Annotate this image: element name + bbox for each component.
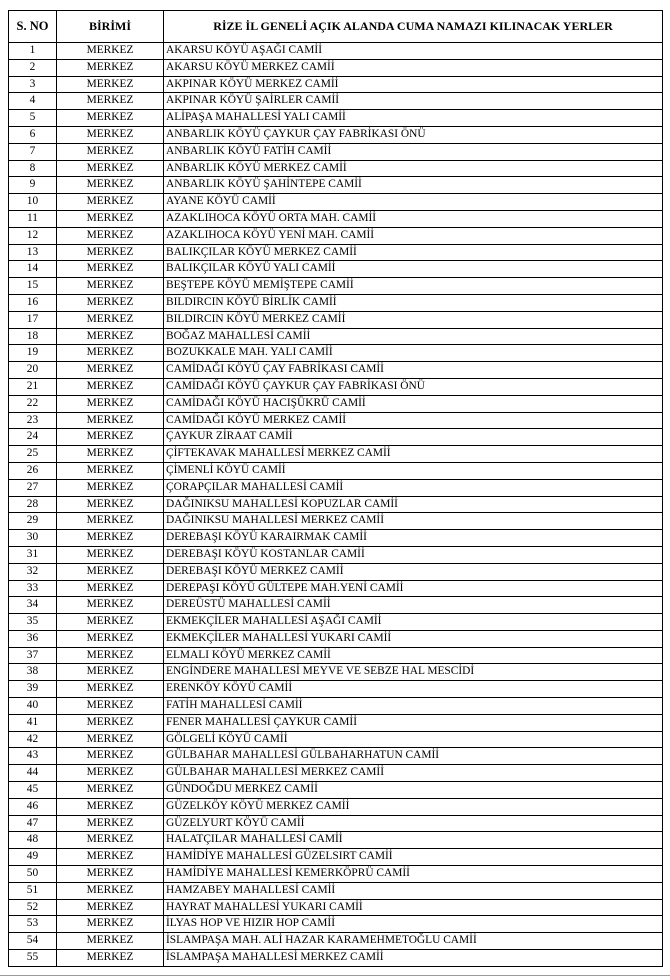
row-unit: MERKEZ — [57, 227, 164, 244]
row-unit: MERKEZ — [57, 933, 164, 950]
row-unit: MERKEZ — [57, 294, 164, 311]
row-unit: MERKEZ — [57, 765, 164, 782]
row-unit: MERKEZ — [57, 110, 164, 127]
row-location: HAMİDİYE MAHALLESİ GÜZELSIRT CAMİİ — [164, 849, 663, 866]
table-row — [9, 479, 663, 496]
row-serial-number: 8 — [9, 160, 57, 177]
row-location: GÜZELKÖY KÖYÜ MERKEZ CAMİİ — [164, 798, 663, 815]
row-serial-number: 45 — [9, 782, 57, 799]
table-row — [9, 530, 663, 547]
row-location: BEŞTEPE KÖYÜ MEMİŞTEPE CAMİİ — [164, 278, 663, 295]
row-serial-number: 17 — [9, 311, 57, 328]
table-row — [9, 748, 663, 765]
row-location: ERENKÖY KÖYÜ CAMİİ — [164, 681, 663, 698]
row-location: CAMİDAĞI KÖYÜ ÇAYKUR ÇAY FABRİKASI ÖNÜ — [164, 378, 663, 395]
row-serial-number: 55 — [9, 950, 57, 967]
row-serial-number: 11 — [9, 210, 57, 227]
row-unit: MERKEZ — [57, 698, 164, 715]
row-unit: MERKEZ — [57, 731, 164, 748]
row-serial-number: 42 — [9, 731, 57, 748]
table-row — [9, 580, 663, 597]
table-header — [9, 11, 663, 43]
row-location: EKMEKÇİLER MAHALLESİ YUKARI CAMİİ — [164, 630, 663, 647]
row-serial-number: 43 — [9, 748, 57, 765]
row-unit: MERKEZ — [57, 849, 164, 866]
row-location: BILDIRCIN KÖYÜ BİRLİK CAMİİ — [164, 294, 663, 311]
row-serial-number: 30 — [9, 530, 57, 547]
row-location: ANBARLIK KÖYÜ FATİH CAMİİ — [164, 143, 663, 160]
row-location: ALİPAŞA MAHALLESİ YALI CAMİİ — [164, 110, 663, 127]
table-row — [9, 563, 663, 580]
table-row — [9, 496, 663, 513]
row-serial-number: 19 — [9, 345, 57, 362]
row-location: FENER MAHALLESİ ÇAYKUR CAMİİ — [164, 714, 663, 731]
table-row — [9, 362, 663, 379]
table-row — [9, 546, 663, 563]
row-location: DEREBAŞI KÖYÜ MERKEZ CAMİİ — [164, 563, 663, 580]
row-serial-number: 34 — [9, 597, 57, 614]
row-location: ÇORAPÇILAR MAHALLESİ CAMİİ — [164, 479, 663, 496]
row-serial-number: 49 — [9, 849, 57, 866]
row-unit: MERKEZ — [57, 630, 164, 647]
row-unit: MERKEZ — [57, 597, 164, 614]
row-unit: MERKEZ — [57, 177, 164, 194]
row-unit: MERKEZ — [57, 76, 164, 93]
table-row — [9, 698, 663, 715]
row-location: ÇİFTEKAVAK MAHALLESİ MERKEZ CAMİİ — [164, 446, 663, 463]
row-location: DEREBAŞI KÖYÜ KARAIRMAK CAMİİ — [164, 530, 663, 547]
row-location: HAMZABEY MAHALLESİ CAMİİ — [164, 882, 663, 899]
row-location: GÜLBAHAR MAHALLESİ MERKEZ CAMİİ — [164, 765, 663, 782]
row-location: BOZUKKALE MAH. YALI CAMİİ — [164, 345, 663, 362]
header-unit: BİRİMİ — [57, 11, 164, 43]
row-location: ANBARLIK KÖYÜ MERKEZ CAMİİ — [164, 160, 663, 177]
row-unit: MERKEZ — [57, 446, 164, 463]
table-row — [9, 882, 663, 899]
row-location: EKMEKÇİLER MAHALLESİ AŞAĞI CAMİİ — [164, 614, 663, 631]
table-row — [9, 345, 663, 362]
row-location: ANBARLIK KÖYÜ ÇAYKUR ÇAY FABRİKASI ÖNÜ — [164, 126, 663, 143]
row-location: AZAKLIHOCA KÖYÜ YENİ MAH. CAMİİ — [164, 227, 663, 244]
table-row — [9, 328, 663, 345]
table-row — [9, 244, 663, 261]
header-serial-number: S. NO — [9, 11, 57, 43]
table-row — [9, 899, 663, 916]
table-row — [9, 782, 663, 799]
table-row — [9, 429, 663, 446]
row-location: AKARSU KÖYÜ AŞAĞI CAMİİ — [164, 43, 663, 60]
table-row — [9, 93, 663, 110]
row-serial-number: 31 — [9, 546, 57, 563]
friday-prayer-locations-table — [8, 10, 663, 967]
row-serial-number: 1 — [9, 43, 57, 60]
row-unit: MERKEZ — [57, 278, 164, 295]
row-unit: MERKEZ — [57, 580, 164, 597]
table-row — [9, 647, 663, 664]
table-row — [9, 160, 663, 177]
row-serial-number: 12 — [9, 227, 57, 244]
row-serial-number: 18 — [9, 328, 57, 345]
row-location: CAMİDAĞI KÖYÜ HACIŞÜKRÜ CAMİİ — [164, 395, 663, 412]
row-location: HALATÇILAR MAHALLESİ CAMİİ — [164, 832, 663, 849]
row-unit: MERKEZ — [57, 311, 164, 328]
table-row — [9, 614, 663, 631]
table-row — [9, 866, 663, 883]
row-location: BOĞAZ MAHALLESİ CAMİİ — [164, 328, 663, 345]
row-location: AZAKLIHOCA KÖYÜ ORTA MAH. CAMİİ — [164, 210, 663, 227]
table-row — [9, 43, 663, 60]
row-serial-number: 29 — [9, 513, 57, 530]
row-unit: MERKEZ — [57, 395, 164, 412]
row-location: HAMİDİYE MAHALLESİ KEMERKÖPRÜ CAMİİ — [164, 866, 663, 883]
table-row — [9, 126, 663, 143]
table-row — [9, 278, 663, 295]
row-location: HAYRAT MAHALLESİ YUKARI CAMİİ — [164, 899, 663, 916]
row-serial-number: 3 — [9, 76, 57, 93]
row-unit: MERKEZ — [57, 714, 164, 731]
table-row — [9, 513, 663, 530]
header-row — [9, 11, 663, 43]
table-row — [9, 950, 663, 967]
row-serial-number: 23 — [9, 412, 57, 429]
row-serial-number: 16 — [9, 294, 57, 311]
table-row — [9, 76, 663, 93]
document-page — [8, 10, 662, 967]
row-unit: MERKEZ — [57, 748, 164, 765]
table-row — [9, 110, 663, 127]
row-unit: MERKEZ — [57, 530, 164, 547]
row-serial-number: 48 — [9, 832, 57, 849]
row-unit: MERKEZ — [57, 126, 164, 143]
table-row — [9, 378, 663, 395]
table-row — [9, 294, 663, 311]
row-unit: MERKEZ — [57, 412, 164, 429]
table-row — [9, 143, 663, 160]
table-row — [9, 630, 663, 647]
table-row — [9, 849, 663, 866]
table-row — [9, 731, 663, 748]
row-unit: MERKEZ — [57, 681, 164, 698]
row-unit: MERKEZ — [57, 143, 164, 160]
row-serial-number: 9 — [9, 177, 57, 194]
table-row — [9, 798, 663, 815]
row-serial-number: 15 — [9, 278, 57, 295]
row-serial-number: 20 — [9, 362, 57, 379]
row-location: GÖLGELİ KÖYÜ CAMİİ — [164, 731, 663, 748]
table-row — [9, 227, 663, 244]
row-unit: MERKEZ — [57, 93, 164, 110]
table-row — [9, 597, 663, 614]
row-unit: MERKEZ — [57, 244, 164, 261]
row-unit: MERKEZ — [57, 832, 164, 849]
row-unit: MERKEZ — [57, 378, 164, 395]
row-serial-number: 10 — [9, 194, 57, 211]
row-location: BILDIRCIN KÖYÜ MERKEZ CAMİİ — [164, 311, 663, 328]
row-unit: MERKEZ — [57, 59, 164, 76]
row-location: DAĞINIKSU MAHALLESİ KOPUZLAR CAMİİ — [164, 496, 663, 513]
row-unit: MERKEZ — [57, 160, 164, 177]
row-unit: MERKEZ — [57, 462, 164, 479]
table-row — [9, 59, 663, 76]
row-serial-number: 21 — [9, 378, 57, 395]
row-location: İLYAS HOP VE HIZIR HOP CAMİİ — [164, 916, 663, 933]
row-serial-number: 41 — [9, 714, 57, 731]
row-serial-number: 33 — [9, 580, 57, 597]
row-serial-number: 32 — [9, 563, 57, 580]
row-serial-number: 7 — [9, 143, 57, 160]
table-row — [9, 714, 663, 731]
row-serial-number: 14 — [9, 261, 57, 278]
row-serial-number: 38 — [9, 664, 57, 681]
row-unit: MERKEZ — [57, 866, 164, 883]
row-serial-number: 47 — [9, 815, 57, 832]
row-unit: MERKEZ — [57, 798, 164, 815]
row-location: CAMİDAĞI KÖYÜ ÇAY FABRİKASI CAMİİ — [164, 362, 663, 379]
row-location: DEREÜSTÜ MAHALLESİ CAMİİ — [164, 597, 663, 614]
table-row — [9, 916, 663, 933]
row-serial-number: 6 — [9, 126, 57, 143]
row-serial-number: 2 — [9, 59, 57, 76]
row-unit: MERKEZ — [57, 328, 164, 345]
row-unit: MERKEZ — [57, 513, 164, 530]
row-location: GÜNDOĞDU MERKEZ CAMİİ — [164, 782, 663, 799]
table-row — [9, 765, 663, 782]
row-unit: MERKEZ — [57, 345, 164, 362]
row-unit: MERKEZ — [57, 194, 164, 211]
row-unit: MERKEZ — [57, 815, 164, 832]
row-unit: MERKEZ — [57, 563, 164, 580]
table-body — [9, 43, 663, 967]
row-serial-number: 35 — [9, 614, 57, 631]
row-unit: MERKEZ — [57, 261, 164, 278]
table-row — [9, 261, 663, 278]
row-unit: MERKEZ — [57, 496, 164, 513]
row-serial-number: 40 — [9, 698, 57, 715]
header-location: RİZE İL GENELİ AÇIK ALANDA CUMA NAMAZI KILINACAK YERLER — [164, 11, 663, 43]
row-location: ANBARLIK KÖYÜ ŞAHİNTEPE CAMİİ — [164, 177, 663, 194]
row-unit: MERKEZ — [57, 429, 164, 446]
table-row — [9, 462, 663, 479]
row-serial-number: 37 — [9, 647, 57, 664]
row-unit: MERKEZ — [57, 899, 164, 916]
row-location: GÜLBAHAR MAHALLESİ GÜLBAHARHATUN CAMİİ — [164, 748, 663, 765]
table-row — [9, 194, 663, 211]
row-location: ÇAYKUR ZİRAAT CAMİİ — [164, 429, 663, 446]
row-unit: MERKEZ — [57, 882, 164, 899]
row-location: FATİH MAHALLESİ CAMİİ — [164, 698, 663, 715]
row-location: AKARSU KÖYÜ MERKEZ CAMİİ — [164, 59, 663, 76]
row-unit: MERKEZ — [57, 950, 164, 967]
row-unit: MERKEZ — [57, 614, 164, 631]
row-unit: MERKEZ — [57, 362, 164, 379]
row-location: İSLAMPAŞA MAHALLESİ MERKEZ CAMİİ — [164, 950, 663, 967]
table-row — [9, 177, 663, 194]
row-unit: MERKEZ — [57, 916, 164, 933]
row-serial-number: 4 — [9, 93, 57, 110]
row-unit: MERKEZ — [57, 546, 164, 563]
table-row — [9, 815, 663, 832]
page-bottom-divider — [0, 975, 670, 976]
row-serial-number: 44 — [9, 765, 57, 782]
row-unit: MERKEZ — [57, 210, 164, 227]
row-unit: MERKEZ — [57, 782, 164, 799]
row-location: DEREBAŞI KÖYÜ KOSTANLAR CAMİİ — [164, 546, 663, 563]
row-serial-number: 46 — [9, 798, 57, 815]
row-serial-number: 25 — [9, 446, 57, 463]
table-row — [9, 446, 663, 463]
row-unit: MERKEZ — [57, 647, 164, 664]
row-serial-number: 36 — [9, 630, 57, 647]
row-location: BALIKÇILAR KÖYÜ MERKEZ CAMİİ — [164, 244, 663, 261]
row-location: AYANE KÖYÜ CAMİİ — [164, 194, 663, 211]
row-serial-number: 51 — [9, 882, 57, 899]
row-unit: MERKEZ — [57, 664, 164, 681]
table-row — [9, 664, 663, 681]
row-serial-number: 39 — [9, 681, 57, 698]
table-row — [9, 681, 663, 698]
row-location: GÜZELYURT KÖYÜ CAMİİ — [164, 815, 663, 832]
row-location: BALIKÇILAR KÖYÜ YALI CAMİİ — [164, 261, 663, 278]
row-serial-number: 50 — [9, 866, 57, 883]
row-serial-number: 54 — [9, 933, 57, 950]
row-serial-number: 53 — [9, 916, 57, 933]
table-row — [9, 933, 663, 950]
row-location: ÇİMENLİ KÖYÜ CAMİİ — [164, 462, 663, 479]
row-location: DAĞINIKSU MAHALLESİ MERKEZ CAMİİ — [164, 513, 663, 530]
row-serial-number: 26 — [9, 462, 57, 479]
row-serial-number: 52 — [9, 899, 57, 916]
row-location: DEREPAŞI KÖYÜ GÜLTEPE MAH.YENİ CAMİİ — [164, 580, 663, 597]
row-serial-number: 5 — [9, 110, 57, 127]
table-row — [9, 395, 663, 412]
table-row — [9, 210, 663, 227]
row-location: ENGİNDERE MAHALLESİ MEYVE VE SEBZE HAL MESCİDİ — [164, 664, 663, 681]
row-unit: MERKEZ — [57, 43, 164, 60]
table-row — [9, 832, 663, 849]
row-unit: MERKEZ — [57, 479, 164, 496]
row-location: AKPINAR KÖYÜ ŞAİRLER CAMİİ — [164, 93, 663, 110]
table-row — [9, 412, 663, 429]
row-location: ELMALI KÖYÜ MERKEZ CAMİİ — [164, 647, 663, 664]
row-serial-number: 28 — [9, 496, 57, 513]
row-serial-number: 22 — [9, 395, 57, 412]
table-row — [9, 311, 663, 328]
row-location: AKPINAR KÖYÜ MERKEZ CAMİİ — [164, 76, 663, 93]
row-serial-number: 13 — [9, 244, 57, 261]
row-serial-number: 27 — [9, 479, 57, 496]
row-location: CAMİDAĞI KÖYÜ MERKEZ CAMİİ — [164, 412, 663, 429]
row-location: İSLAMPAŞA MAH. ALİ HAZAR KARAMEHMETOĞLU CAMİİ — [164, 933, 663, 950]
row-serial-number: 24 — [9, 429, 57, 446]
